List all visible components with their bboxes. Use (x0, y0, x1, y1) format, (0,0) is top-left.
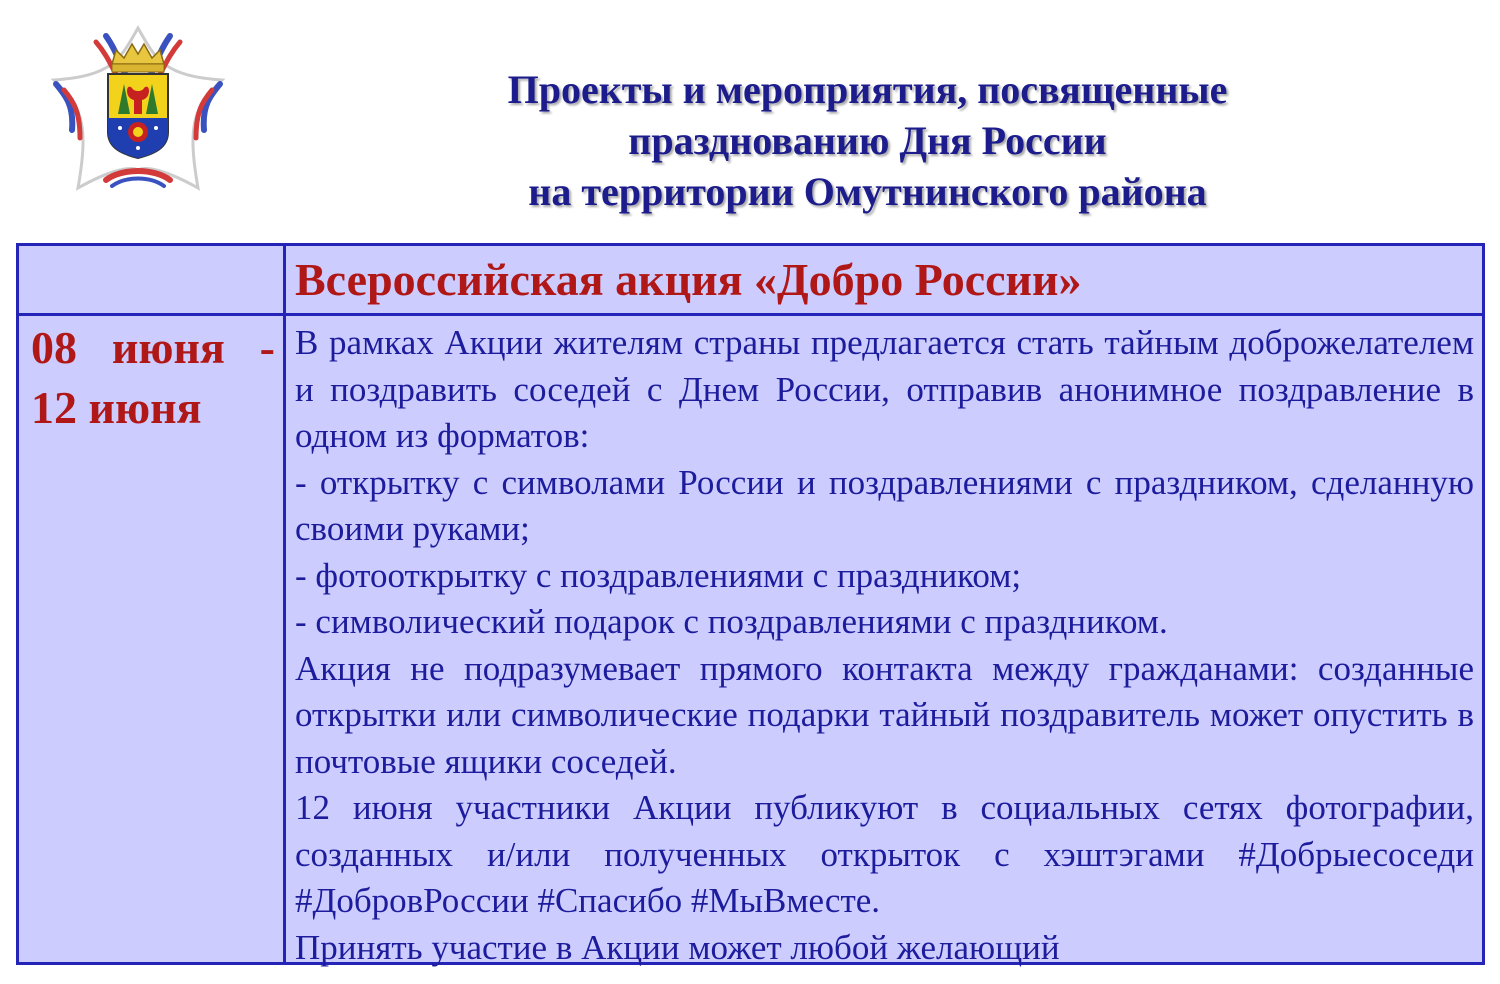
description-list-item: - открытку с символами России и поздравлениями с праздником, сделанную своими руками; (295, 462, 1474, 548)
description-paragraph: В рамках Акции жителям страны предлагается стать тайным доброжелателем и поздравить соседей с Днем России, отправив анонимное поздравление в одном из форматов: (295, 323, 1474, 455)
event-date-start: 08 июня - (31, 322, 275, 373)
page-title-line: на территории Омутнинского района (528, 169, 1207, 214)
event-description (295, 320, 1474, 971)
description-list-item: - символический подарок с поздравлениями с праздником. (295, 602, 1168, 641)
description-list-item: - фотооткрытку с поздравлениями с праздником; (295, 555, 1022, 595)
page-title-line: Проекты и мероприятия, посвященные (507, 67, 1228, 112)
event-table (16, 243, 1485, 965)
description-paragraph: Принять участие в Акции может любой желающий (295, 927, 1060, 967)
event-date-end: 12 июня (31, 382, 202, 433)
event-title: Всероссийская акция «Добро России» (295, 254, 1082, 305)
event-date (31, 318, 275, 438)
description-paragraph: Акция не подразумевает прямого контакта между гражданами: созданные открытки или символические подарки тайный поздравитель может опустить в почтовые ящики соседей. (295, 648, 1474, 781)
page-title (300, 64, 1435, 217)
page-title-line: празднованию Дня России (628, 118, 1107, 163)
municipal-coat-of-arms-icon (46, 20, 230, 204)
table-column-divider (283, 246, 286, 962)
description-paragraph: 12 июня участники Акции публикуют в социальных сетях фотографии, созданных и/или полученных открыток с хэштэгами #Добрыесоседи #ДобровРоссии #Спасибо #МыВместе. (295, 788, 1474, 920)
table-row-divider (19, 313, 1482, 316)
